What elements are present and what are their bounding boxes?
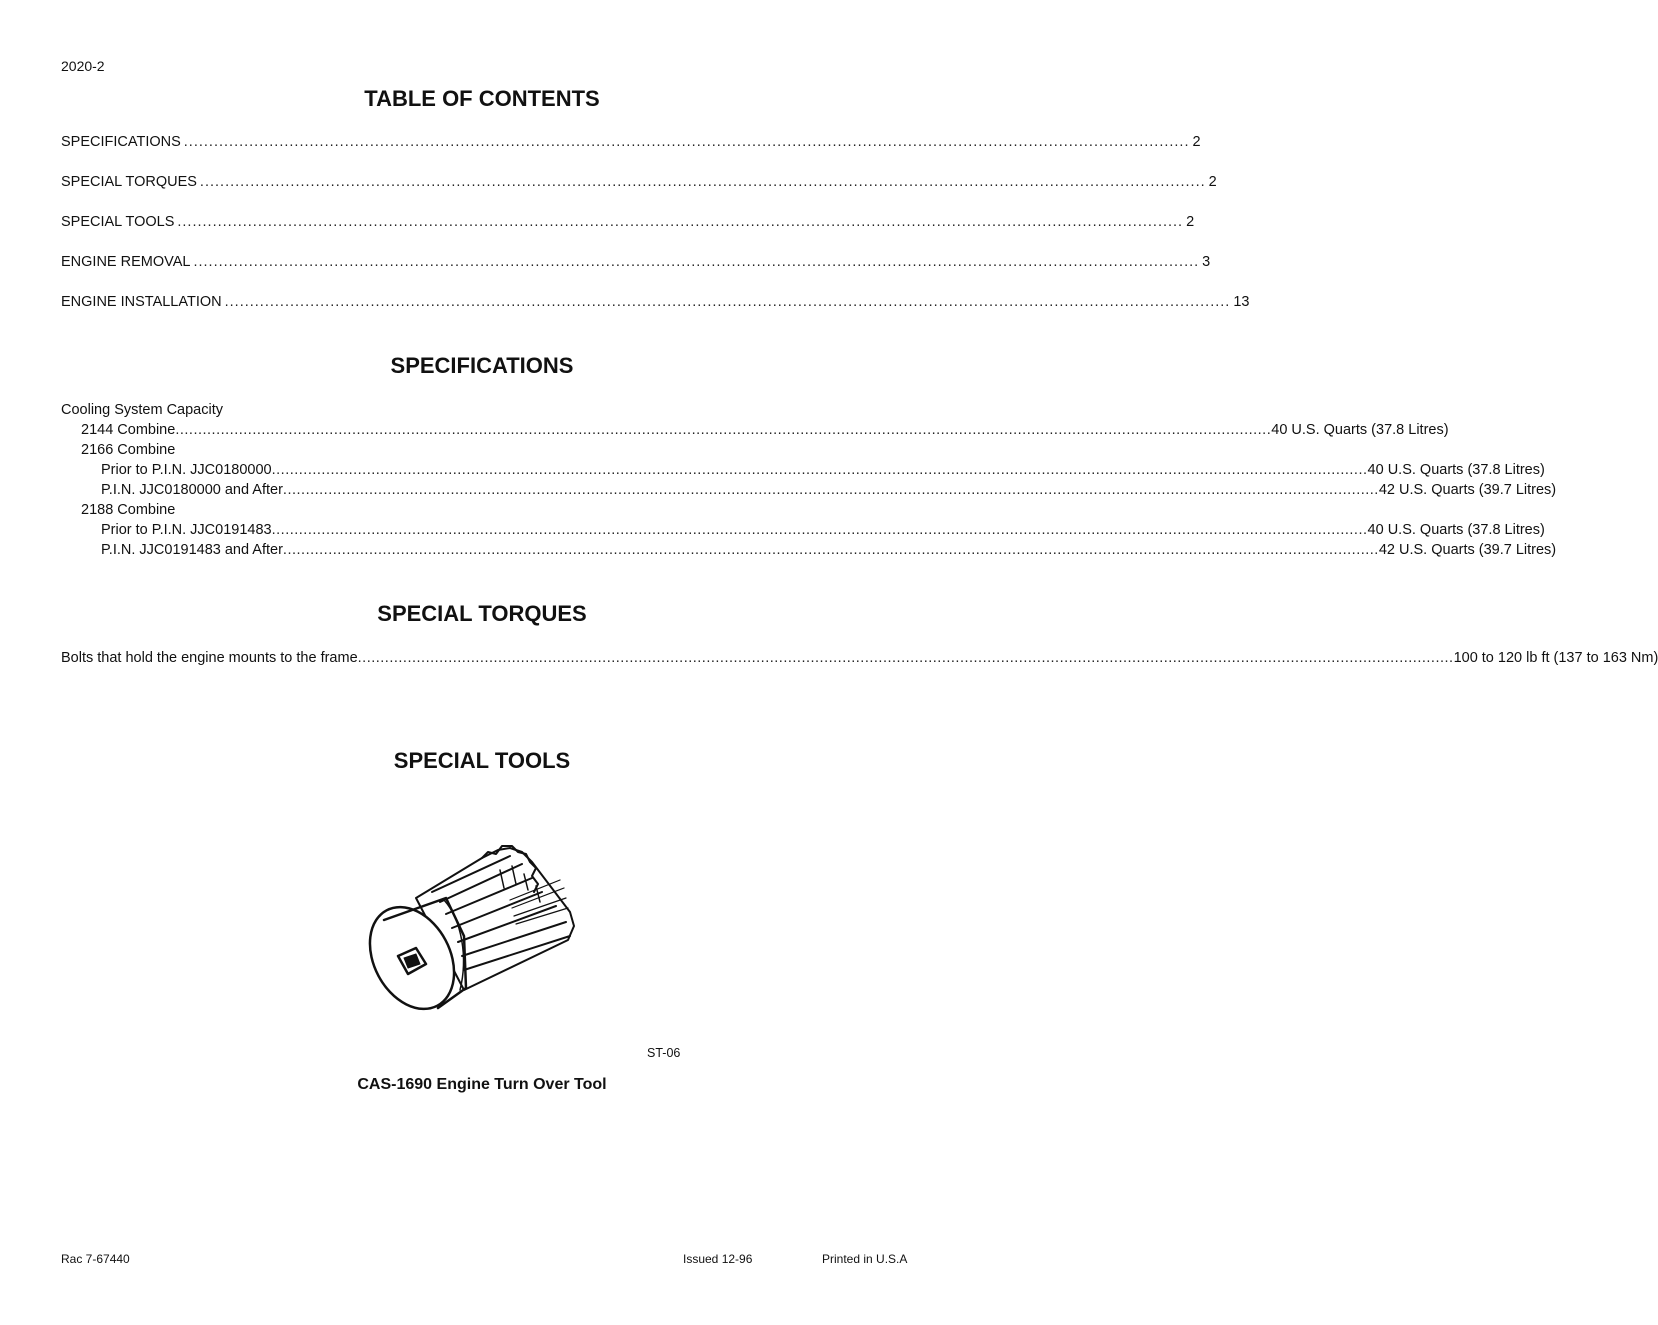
specifications-title: SPECIFICATIONS <box>390 353 574 378</box>
spec-label: 2144 Combine <box>81 422 176 438</box>
toc-entry[interactable] <box>61 134 1201 150</box>
spec-value: 40 U.S. Quarts (37.8 Litres) <box>1367 462 1545 478</box>
leader-dots: ........................................................................................................................................................................................................ <box>177 214 1184 230</box>
toc-entry[interactable] <box>61 214 1195 230</box>
spec-row <box>81 422 1449 438</box>
tools-title: SPECIAL TOOLS <box>393 748 571 773</box>
figure-caption: CAS-1690 Engine Turn Over Tool <box>357 1076 607 1093</box>
leader-dots: ........................................................................................................................................................................................................ <box>193 254 1200 270</box>
engine-turn-over-tool-illustration <box>360 840 590 1035</box>
leader-dots: .................................................................................................................................................................................................................................................. <box>271 462 1368 478</box>
leader-dots: .................................................................................................................................................................................................................................................. <box>282 482 1379 498</box>
toc-entry-page: 2 <box>1208 174 1217 190</box>
toc-entry-label: SPECIAL TORQUES <box>61 174 197 190</box>
spec-value: 42 U.S. Quarts (39.7 Litres) <box>1378 482 1557 498</box>
page-number: 2020-2 <box>61 58 105 74</box>
spec-row <box>101 542 1557 558</box>
spec-value: 40 U.S. Quarts (37.8 Litres) <box>1367 522 1545 538</box>
leader-dots: .................................................................................................................................................................................................................................................. <box>175 422 1272 438</box>
spec-label: Prior to P.I.N. JJC0180000 <box>101 462 272 478</box>
toc-entry[interactable] <box>61 294 1250 310</box>
spec-model-label: 2188 Combine <box>81 502 176 518</box>
toc-entry-label: ENGINE INSTALLATION <box>61 294 222 310</box>
spec-row <box>101 522 1545 538</box>
spec-row <box>101 482 1557 498</box>
torques-title: SPECIAL TORQUES <box>377 601 587 626</box>
spec-label: Prior to P.I.N. JJC0191483 <box>101 522 272 538</box>
leader-dots: ........................................................................................................................................................................................................ <box>199 174 1206 190</box>
toc-entry[interactable] <box>61 254 1211 270</box>
toc-entry-page: 2 <box>1186 214 1195 230</box>
spec-label: P.I.N. JJC0191483 and After <box>101 542 283 558</box>
toc-entry-page: 2 <box>1192 134 1201 150</box>
toc-entry-page: 13 <box>1233 294 1250 310</box>
leader-dots: .................................................................................................................................................................................................................................................. <box>271 522 1368 538</box>
leader-dots: ........................................................................................................................................................................................................ <box>224 294 1231 310</box>
toc-entry-label: SPECIAL TOOLS <box>61 214 175 230</box>
figure-code: ST-06 <box>647 1046 681 1060</box>
spec-model-label: 2166 Combine <box>81 442 176 458</box>
toc-title: TABLE OF CONTENTS <box>364 86 600 111</box>
leader-dots: .................................................................................................................................................................................................................................................. <box>282 542 1379 558</box>
leader-dots: .................................................................................................................................................................................................................................................. <box>357 650 1454 666</box>
toc-entry-label: SPECIFICATIONS <box>61 134 181 150</box>
toc-entry[interactable] <box>61 174 1217 190</box>
footer-printed: Printed in U.S.A <box>822 1252 908 1266</box>
spec-value: 40 U.S. Quarts (37.8 Litres) <box>1271 422 1449 438</box>
spec-value: 42 U.S. Quarts (39.7 Litres) <box>1378 542 1557 558</box>
torque-label: Bolts that hold the engine mounts to the frame <box>61 650 358 666</box>
spec-group-label: Cooling System Capacity <box>61 402 223 418</box>
footer-issued: Issued 12-96 <box>683 1252 753 1266</box>
torque-value: 100 to 120 lb ft (137 to 163 Nm) <box>1453 650 1658 666</box>
toc-entry-page: 3 <box>1202 254 1211 270</box>
footer-doc-number: Rac 7-67440 <box>61 1252 130 1266</box>
toc-entry-label: ENGINE REMOVAL <box>61 254 191 270</box>
spec-row <box>101 462 1545 478</box>
leader-dots: ........................................................................................................................................................................................................ <box>183 134 1190 150</box>
torque-row <box>61 650 1658 666</box>
spec-label: P.I.N. JJC0180000 and After <box>101 482 283 498</box>
